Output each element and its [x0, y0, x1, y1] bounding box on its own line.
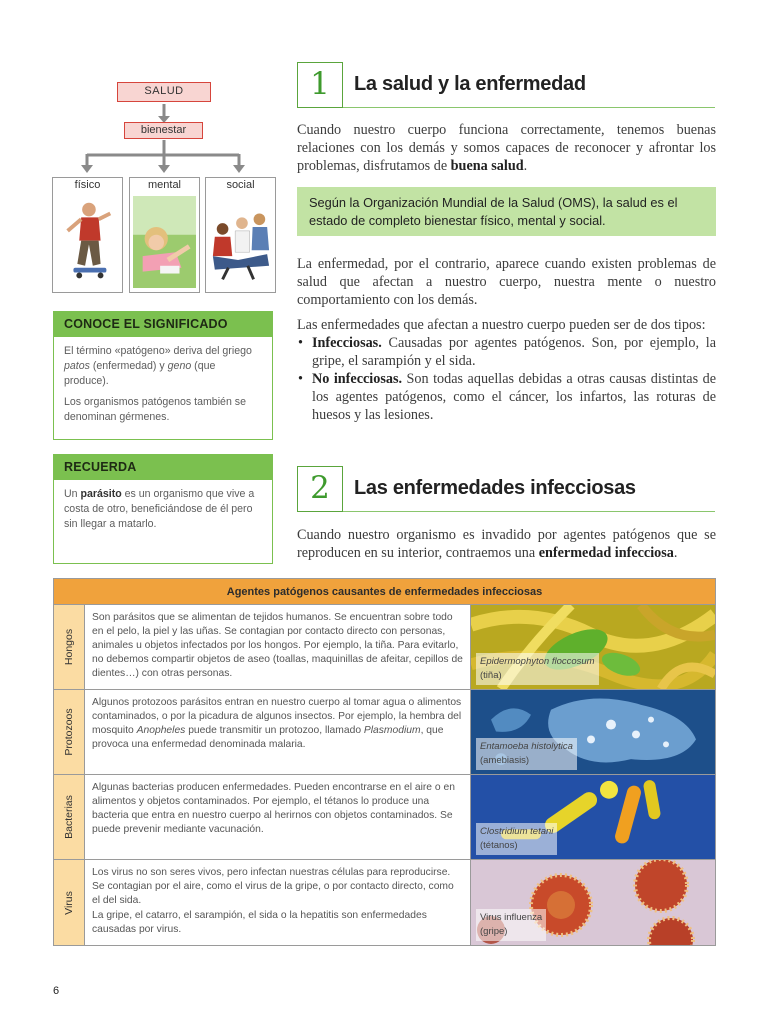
category-mental: [129, 177, 200, 293]
conoce-text-2: Los organismos patógenos también se denominan gérmenes.: [64, 396, 246, 423]
salud-box: SALUD: [117, 82, 211, 102]
recuerda-box: [53, 454, 273, 564]
category-label: mental: [147, 179, 182, 191]
pathogens-table: [53, 578, 716, 946]
disease-types-list: [297, 334, 716, 424]
section-2-heading: [297, 466, 715, 512]
section-1-intro: Cuando nuestro cuerpo funciona correctamente, tenemos buenas relaciones con los demás y somos capaces de reconocer y afrontar los problemas, disfrutamos de buena salud.: [297, 122, 716, 174]
row-description: Los virus no son seres vivos, pero infectan nuestras células para reproducirse. Se contagian por el aire, como el virus de la gripe, o por contacto directo, como el del sida. La gripe, el catarro, el sarampión, el sida o la hepatitis son enfermedades causadas por virus.: [85, 860, 471, 945]
section-2-intro: Cuando nuestro organismo es invadido por agentes patógenos que se reproducen en su interior, contraemos una enfermedad infecciosa.: [297, 527, 716, 561]
table-row: [54, 860, 715, 945]
section-number: 2: [297, 466, 343, 512]
oms-definition: Según la Organización Mundial de la Salud (OMS), la salud es el estado de completo bienestar físico, mental y social.: [297, 187, 716, 236]
row-label: Protozoos: [54, 690, 85, 774]
conoce-title: CONOCE EL SIGNIFICADO: [54, 312, 272, 337]
table-row: [54, 775, 715, 860]
reading-girl-image: [133, 196, 196, 288]
image-caption: Virus influenza (gripe): [476, 909, 546, 941]
section-1-enfermedad: La enfermedad, por el contrario, aparece cuando existen problemas de salud que afectan a nuestro cuerpo, nuestra mente o nuestro comportamiento con los demás.: [297, 256, 716, 308]
table-title: Agentes patógenos causantes de enfermedades infecciosas: [54, 579, 715, 605]
conoce-text-1: El término «patógeno» deriva del griego patos (enfermedad) y geno (que produce).: [64, 345, 252, 387]
table-row: [54, 690, 715, 775]
section-title: La salud y la enfermedad: [354, 73, 586, 95]
section-1-tipos: Las enfermedades que afectan a nuestro cuerpo pueden ser de dos tipos: • Infecciosas. Causadas por agentes patógenos. Son, por ejemplo, la gripe, el sarampión y el sida. • No infecciosas. Son todas aquellas debidas a otras causas distintas de los agentes patógenos, como el cáncer, los infartos, las roturas de huesos y las lesiones.: [297, 316, 716, 424]
list-item: • No infecciosas. Son todas aquellas debidas a otras causas distintas de los agentes patógenos, como el cáncer, los infartos, las roturas de huesos y las lesiones.: [297, 370, 716, 424]
row-label: Virus: [54, 860, 85, 945]
section-1-heading: [297, 62, 715, 108]
table-row: [54, 605, 715, 690]
salud-diagram: [52, 78, 276, 293]
image-caption: Clostridium tetani (tétanos): [476, 823, 557, 855]
row-description: Algunos protozoos parásitos entran en nuestro cuerpo al tomar agua o alimentos contaminados, o por la picadura de algunos insectos. Por ejemplo, la hembra del mosquito Anopheles puede transmitir un protozoo, llamado Plasmodium, que provoca una enfermedad denominada malaria.: [85, 690, 471, 774]
bienestar-box: bienestar: [124, 122, 203, 139]
category-fisico: [52, 177, 123, 293]
protozoa-image: [471, 690, 715, 774]
bacteria-image: [471, 775, 715, 859]
list-item: • Infecciosas. Causadas por agentes patógenos. Son, por ejemplo, la gripe, el sarampión y el sida.: [297, 334, 716, 370]
section-title: Las enfermedades infecciosas: [354, 477, 636, 499]
category-social: [205, 177, 276, 293]
section-number: 1: [297, 62, 343, 108]
category-label: social: [226, 179, 255, 191]
fungus-image: [471, 605, 715, 689]
skateboarder-image: [56, 196, 119, 288]
row-description: Algunas bacterias producen enfermedades. Pueden encontrarse en el aire o en alimentos y objetos contaminados. Por ejemplo, el tétanos lo produce una bacteria que entra en nuestro cuerpo al herirnos con objetos contaminados. Se puede prevenir mediante vacunación.: [85, 775, 471, 859]
friends-group-image: [209, 196, 272, 288]
category-label: físico: [74, 179, 101, 191]
image-caption: Entamoeba histolytica (amebiasis): [476, 738, 577, 770]
row-label: Bacterias: [54, 775, 85, 859]
virus-image: [471, 860, 715, 945]
recuerda-text: Un parásito es un organismo que vive a costa de otro, beneficiándose de él pero sin llegar a matarlo.: [64, 488, 255, 530]
conoce-box: [53, 311, 273, 440]
recuerda-title: RECUERDA: [54, 455, 272, 480]
row-label: Hongos: [54, 605, 85, 689]
image-caption: Epidermophyton floccosum (tiña): [476, 653, 599, 685]
page-number: 6: [53, 985, 60, 997]
row-description: Son parásitos que se alimentan de tejidos humanos. Se encuentran sobre todo en el pelo, la piel y las uñas. Se contagian por contacto directo con personas, animales u objetos infectados por los hongos. Por ejemplo, la tiña. Para evitarlo, no debemos compartir objetos de aseo (toallas, maquinillas de afeitar, cepillos de dientes…) con otras personas.: [85, 605, 471, 689]
